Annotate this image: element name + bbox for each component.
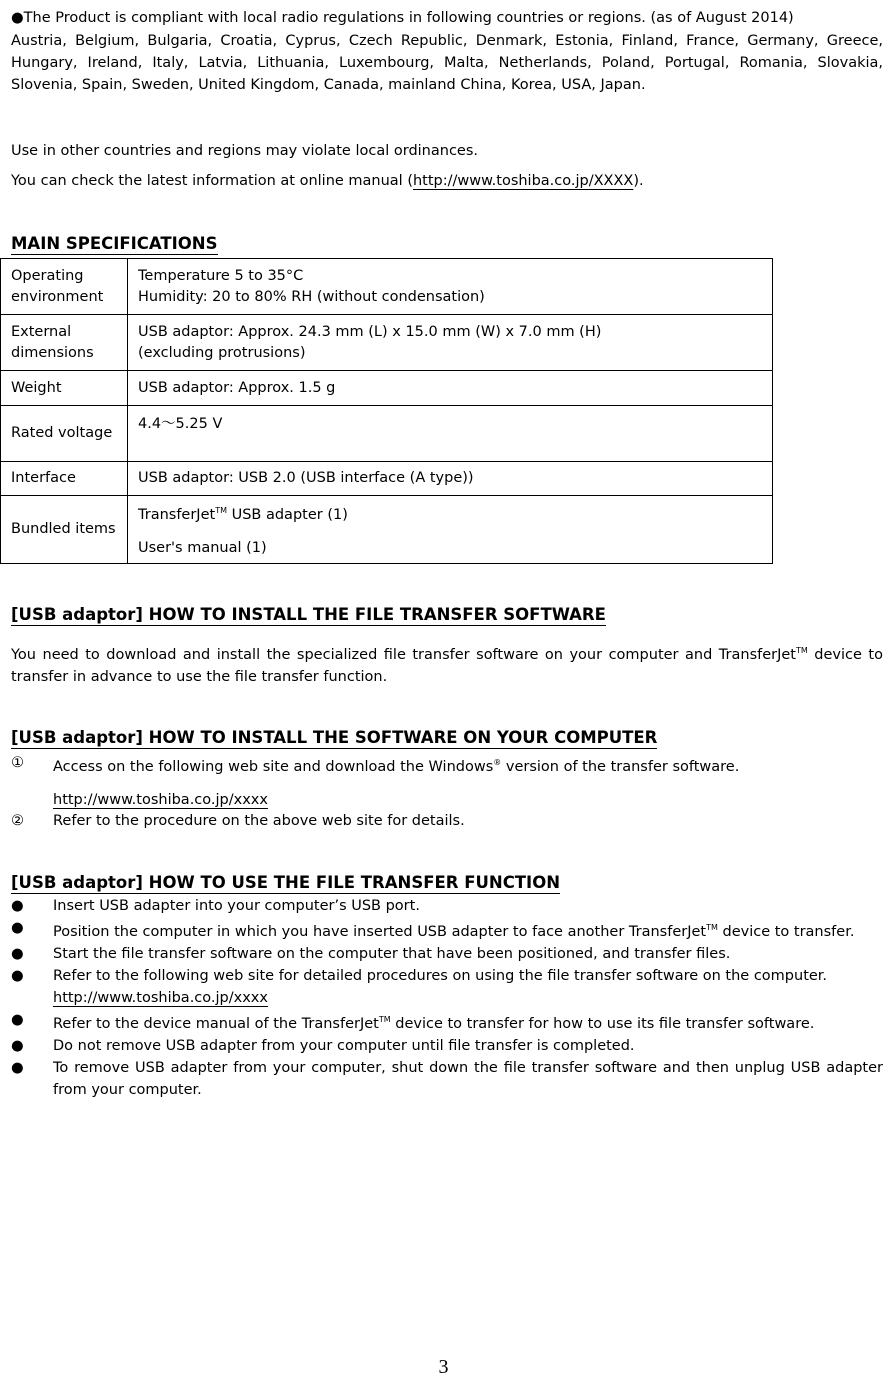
spec-value: 4.4～5.25 V — [128, 406, 773, 462]
text: version of the transfer software. — [501, 758, 740, 775]
value-line: (excluding protrusions) — [138, 344, 306, 361]
download-link[interactable]: http://www.toshiba.co.jp/xxxx — [53, 791, 268, 808]
bullet-text: To remove USB adapter from your computer, shut down the file transfer software and then unplug USB adapter from your computer. — [53, 1059, 883, 1098]
text: You need to download and install the specialized file transfer software on your computer and TransferJet — [11, 646, 796, 663]
list-item — [11, 1057, 883, 1101]
heading-text: [USB adaptor] HOW TO INSTALL THE SOFTWARE ON YOUR COMPUTER — [11, 728, 658, 747]
compliance-statement: ●The Product is compliant with local radio regulations in following countries or regions. (as of August 2014) — [11, 10, 794, 26]
list-item — [11, 752, 883, 778]
bullet-icon: ● — [11, 1059, 24, 1076]
use-bullets — [11, 895, 883, 1101]
trademark: TM — [215, 506, 227, 516]
table-row — [1, 462, 773, 496]
text: You can check the latest information at online manual ( — [11, 173, 413, 189]
page-number: 3 — [438, 1356, 449, 1377]
url-line — [11, 790, 883, 810]
online-manual-text — [11, 170, 883, 192]
value-line: USB adaptor: Approx. 24.3 mm (L) x 15.0 mm (W) x 7.0 mm (H) — [138, 323, 602, 340]
list-item — [11, 965, 883, 1009]
value-line — [138, 500, 762, 526]
list-item — [11, 810, 883, 832]
value-line: Temperature 5 to 35°C — [138, 267, 304, 284]
table-row — [1, 496, 773, 564]
bullet-text: Start the file transfer software on the computer that have been positioned, and transfer files. — [53, 945, 731, 962]
list-item — [11, 917, 883, 943]
use-heading — [11, 872, 883, 894]
table-row — [1, 259, 773, 315]
bullet-icon: ● — [11, 1037, 24, 1054]
spec-value — [128, 259, 773, 315]
spec-value — [128, 496, 773, 564]
value-line: User's manual (1) — [138, 539, 267, 556]
heading-text: [USB adaptor] HOW TO INSTALL THE FILE TRANSFER SOFTWARE — [11, 605, 606, 624]
text: device to transfer in advance to use the file transfer function. — [11, 646, 883, 685]
list-item — [11, 1035, 883, 1057]
spec-value: USB adaptor: USB 2.0 (USB interface (A type)) — [128, 462, 773, 496]
trademark: TM — [706, 923, 718, 932]
bullet-text — [53, 917, 883, 943]
text: Refer to the following web site for detailed procedures on using the file transfer software on the computer. — [53, 967, 828, 984]
spec-label: Bundled items — [1, 496, 128, 564]
trademark: TM — [796, 646, 808, 655]
countries-list: Austria, Belgium, Bulgaria, Croatia, Cyprus, Czech Republic, Denmark, Estonia, Finland, France, Germany, Greece, Hungary, Ireland, Italy, Latvia, Lithuania, Luxembourg, Malta, Netherlands, Poland, Portugal, Romania, Slovakia, Slovenia, Spain, Sweden, United Kingdom, Canada, mainland China, Korea, USA, Japan. — [11, 33, 883, 93]
text: device to transfer for how to use its file transfer software. — [390, 1015, 815, 1032]
spec-label: Weight — [1, 371, 128, 406]
heading-text: MAIN SPECIFICATIONS — [11, 234, 218, 253]
computer-heading — [11, 727, 883, 749]
text: Position the computer in which you have inserted USB adapter to face another TransferJet — [53, 923, 707, 940]
install-heading — [11, 604, 883, 626]
step-text: Refer to the procedure on the above web site for details. — [53, 812, 465, 829]
text: ). — [633, 173, 644, 189]
spec-label: External dimensions — [1, 315, 128, 371]
specs-heading — [11, 233, 883, 255]
step-marker: ① — [11, 755, 24, 771]
spec-label: Rated voltage — [1, 406, 128, 462]
spec-label: Interface — [1, 462, 128, 496]
online-manual-link[interactable]: http://www.toshiba.co.jp/XXXX — [412, 173, 634, 189]
list-item — [11, 895, 883, 917]
procedures-link[interactable]: http://www.toshiba.co.jp/xxxx — [53, 989, 268, 1006]
heading-text: [USB adaptor] HOW TO USE THE FILE TRANSFER FUNCTION — [11, 873, 561, 892]
text: Refer to the device manual of the TransferJet — [53, 1015, 379, 1032]
bullet-icon: ● — [11, 945, 24, 962]
table-row — [1, 315, 773, 371]
warning-text: Use in other countries and regions may violate local ordinances. — [11, 143, 478, 159]
bullet-text: Do not remove USB adapter from your computer until file transfer is completed. — [53, 1037, 635, 1054]
trademark: TM — [378, 1014, 391, 1024]
install-paragraph — [11, 640, 883, 688]
list-item — [11, 1009, 883, 1035]
bullet-text — [53, 965, 883, 1009]
text: TransferJet — [138, 506, 216, 523]
computer-steps — [11, 752, 883, 832]
registered-mark: ® — [493, 758, 502, 767]
bullet-icon: ● — [11, 898, 24, 914]
bullet-icon: ● — [11, 1011, 24, 1028]
step-text — [53, 752, 883, 778]
bullet-icon: ● — [11, 920, 24, 936]
spec-value — [128, 315, 773, 371]
table-row — [1, 406, 773, 462]
bullet-icon: ● — [11, 967, 24, 984]
specs-table — [0, 258, 773, 564]
table-row — [1, 371, 773, 406]
bullet-text — [53, 1009, 883, 1035]
value-line: Humidity: 20 to 80% RH (without condensation) — [138, 288, 485, 305]
spec-value: USB adaptor: Approx. 1.5 g — [128, 371, 773, 406]
spec-label: Operating environment — [1, 259, 128, 315]
bullet-text: Insert USB adapter into your computer’s USB port. — [53, 898, 420, 914]
step-marker: ② — [11, 812, 24, 829]
text: device to transfer. — [717, 923, 855, 940]
list-item — [11, 943, 883, 965]
text: USB adapter (1) — [231, 506, 348, 523]
text: Access on the following web site and download the Windows — [53, 758, 494, 775]
